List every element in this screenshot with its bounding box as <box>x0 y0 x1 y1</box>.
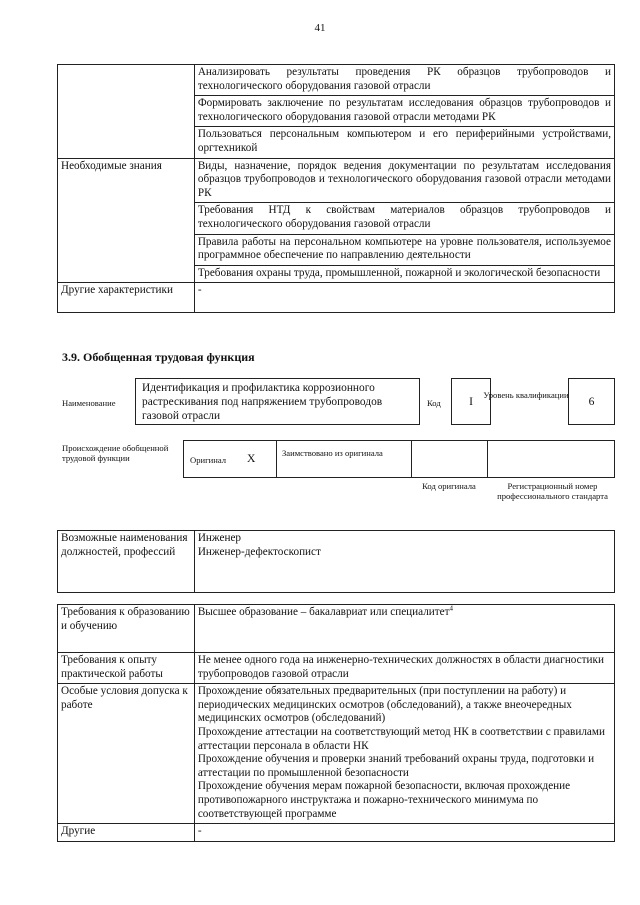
footnote-mark: 4 <box>449 604 454 613</box>
skill-item: Формировать заключение по результатам исследования образцов трубопроводов и технологического оборудования газовой отрасли методами РК <box>194 96 614 127</box>
conditions-value <box>194 684 614 824</box>
code-original-label: Код оригинала <box>422 481 476 491</box>
skills-knowledge-table <box>57 64 615 313</box>
table-row <box>58 65 615 96</box>
table-row <box>58 824 615 842</box>
name-label: Наименование <box>62 398 116 408</box>
requirements-table <box>57 604 615 842</box>
original-mark: X <box>247 452 256 465</box>
conditions-label: Особые условия допуска к работе <box>58 684 195 824</box>
condition-item: Прохождение аттестации на соответствующий метод НК в соответствии с правилами аттестации персонала в области НК <box>197 725 605 752</box>
divider <box>487 440 488 478</box>
knowledge-item: Требования охраны труда, промышленной, пожарной и экологической безопасности <box>194 265 614 283</box>
education-label: Требования к образованию и обучению <box>58 605 195 653</box>
condition-item: Прохождение обязательных предварительных (при поступлении на работу) и периодических медицинских осмотров (обследований), а также внеочередных медицинских осмотров (обследований) <box>197 685 572 725</box>
other-label: Другие <box>58 824 195 842</box>
education-value: Высшее образование – бакалавриат или специалитет <box>197 606 450 618</box>
positions-label: Возможные наименования должностей, профессий <box>58 531 195 593</box>
table-row <box>58 653 615 684</box>
knowledge-label: Необходимые знания <box>58 158 195 283</box>
other-characteristics-value: - <box>194 283 614 313</box>
table-row <box>58 605 615 653</box>
condition-item: Прохождение обучения и проверки знаний требований охраны труда, подготовки и аттестации по промышленной безопасности <box>197 753 595 779</box>
experience-label: Требования к опыту практической работы <box>58 653 195 684</box>
experience-value: Не менее одного года на инженерно-технических должностях в области диагностики трубопроводов газовой отрасли <box>194 653 614 684</box>
origin-label: Происхождение обобщенной трудовой функции <box>62 443 169 463</box>
original-label: Оригинал <box>190 455 227 465</box>
level-value: 6 <box>568 378 615 425</box>
page-number: 41 <box>314 22 326 34</box>
reg-number-label: Регистрационный номер профессионального стандарта <box>497 481 608 501</box>
function-name-box: Идентификация и профилактика коррозионного растрескивания под напряжением трубопроводов газовой отрасли <box>135 378 420 425</box>
code-label: Код <box>427 398 441 408</box>
positions-value <box>194 531 614 593</box>
divider <box>276 440 277 478</box>
knowledge-item: Виды, назначение, порядок ведения документации по результатам исследования образцов трубопроводов и технологического оборудования газовой отрасли методами РК <box>194 158 614 203</box>
table-row <box>58 531 615 593</box>
table-row <box>58 684 615 824</box>
other-value: - <box>194 824 614 842</box>
knowledge-item: Правила работы на персональном компьютере на уровне пользователя, используемое программное обеспечение по направлению деятельности <box>194 234 614 265</box>
education-cell <box>194 605 614 653</box>
divider <box>411 440 412 478</box>
borrowed-label: Заимствовано из оригинала <box>282 448 383 458</box>
level-label: Уровень квалификации <box>483 390 569 400</box>
other-characteristics-label: Другие характеристики <box>58 283 195 313</box>
skills-label-cell <box>58 65 195 159</box>
skill-item: Анализировать результаты проведения РК образцов трубопроводов и технологического оборудования газовой отрасли <box>194 65 614 96</box>
position-item: Инженер-дефектоскопист <box>197 545 321 558</box>
positions-table <box>57 530 615 593</box>
skill-item: Пользоваться персональным компьютером и его периферийными устройствами, оргтехникой <box>194 127 614 158</box>
code-value: I <box>451 378 491 425</box>
table-row <box>58 158 615 203</box>
condition-item: Прохождение обучения мерам пожарной безопасности, включая прохождение противопожарного инструктажа и пожарно-технического минимума по соответствующей программе <box>197 780 571 820</box>
section-title: 3.9. Обобщенная трудовая функция <box>62 350 255 364</box>
knowledge-item: Требования НТД к свойствам материалов образцов трубопроводов и технологического оборудования газовой отрасли <box>194 203 614 234</box>
table-row <box>58 283 615 313</box>
position-item: Инженер <box>197 532 242 544</box>
